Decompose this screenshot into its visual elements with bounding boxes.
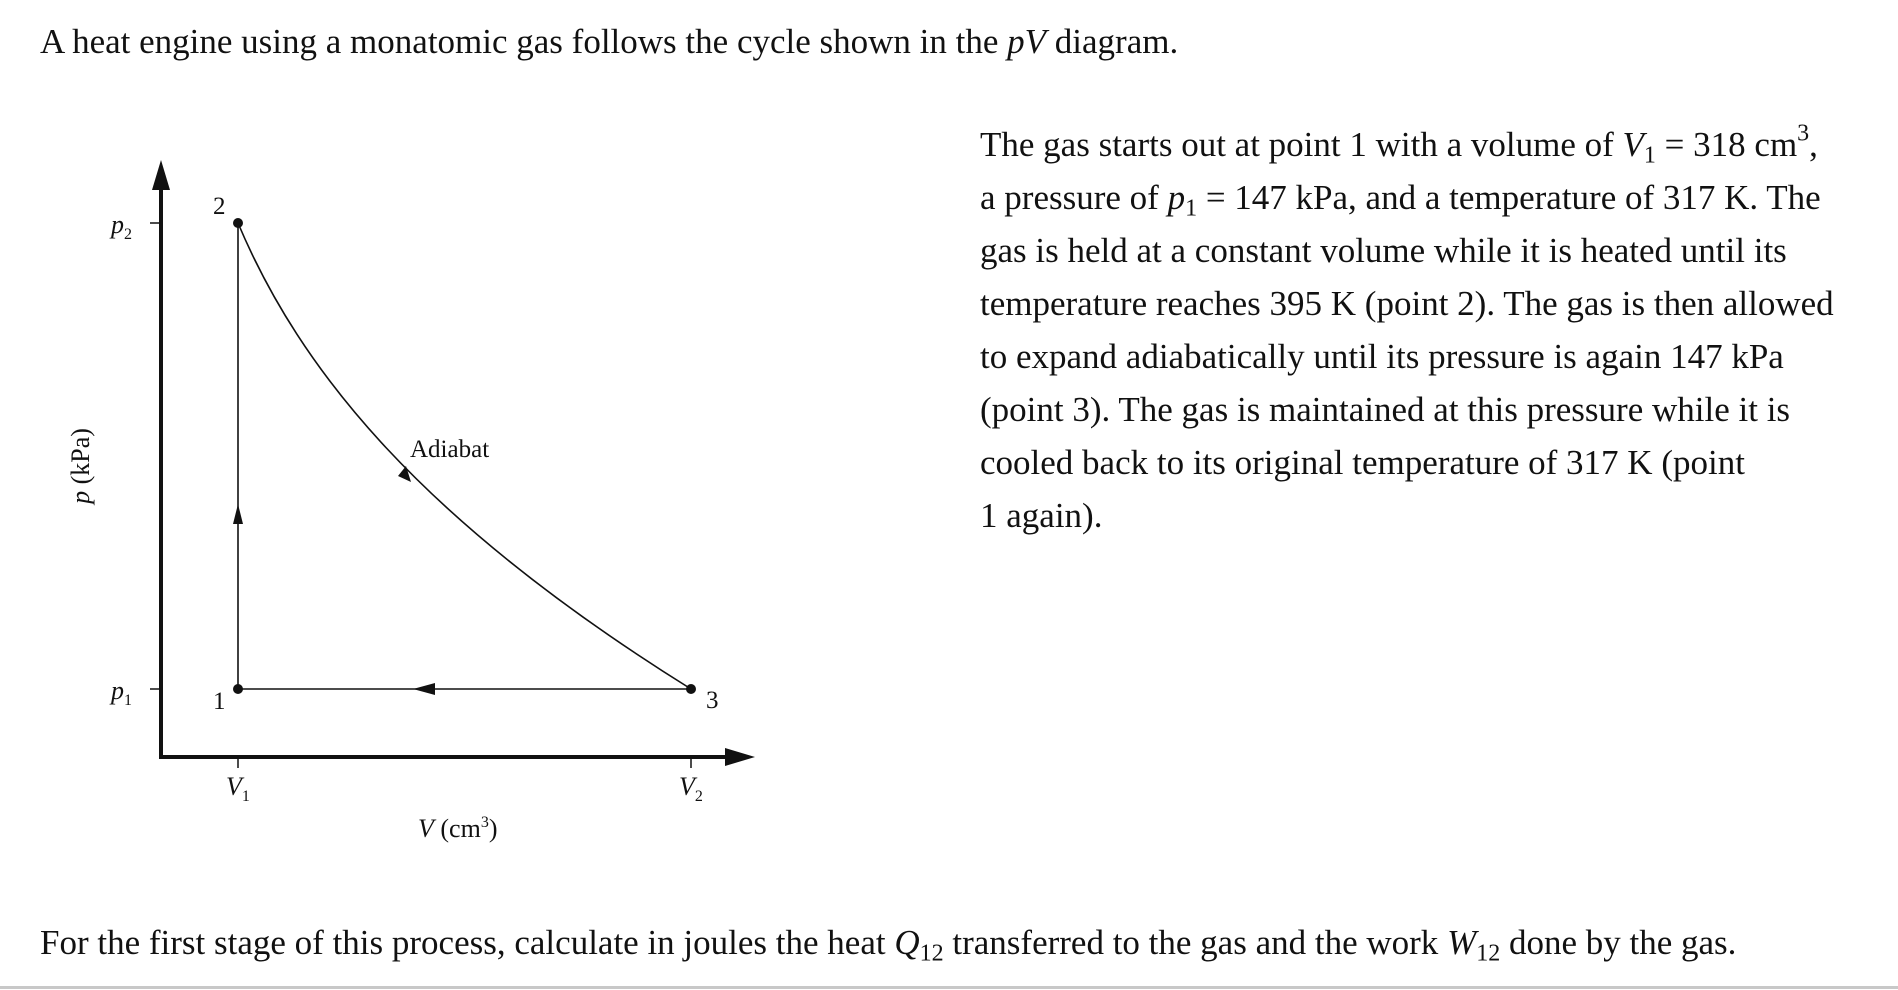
- desc-line-4: temperature reaches 395 K (point 2). The gas is then allowed: [980, 284, 1834, 323]
- point-3-label: 3: [706, 687, 719, 714]
- x-axis-arrowhead: [725, 748, 755, 766]
- point-1-dot: [233, 684, 243, 694]
- intro-text-part1: A heat engine using a monatomic gas follows the cycle shown in the: [40, 22, 1008, 61]
- arrow-up-1-2: [233, 504, 243, 524]
- y-axis-arrowhead: [152, 160, 170, 190]
- w-symbol: W: [1447, 923, 1477, 962]
- arrow-left-3-1: [413, 683, 435, 695]
- desc-line-5: to expand adiabatically until its pressure is again 147 kPa: [980, 337, 1784, 376]
- adiabat-label: Adiabat: [410, 436, 490, 463]
- p2-label: $p_2$: [111, 210, 132, 243]
- p1-label: $p_1$: [111, 676, 132, 709]
- q-symbol: Q: [894, 923, 920, 962]
- x-axis-title: V $(cm^3)$: [418, 814, 498, 843]
- question-text: For the first stage of this process, calculate in joules the heat $Q_{12}$ transferred to the gas and the work $W_{12}$ done by the gas.: [40, 923, 1737, 967]
- pv-italic: pV: [1007, 22, 1047, 61]
- bottom-divider: [0, 986, 1898, 989]
- desc-line-7: cooled back to its original temperature of 317 K (point: [980, 443, 1745, 482]
- pv-diagram: [0, 0, 780, 860]
- point-2-dot: [233, 218, 243, 228]
- desc-line-3: gas is held at a constant volume while it is heated until its: [980, 231, 1787, 270]
- problem-description: [980, 118, 1870, 542]
- desc-line-8: 1 again).: [980, 496, 1103, 535]
- intro-text-part2: diagram.: [1046, 22, 1179, 61]
- y-axis-title: p (kPa): [66, 428, 95, 504]
- arrow-adiabat: [398, 466, 411, 482]
- desc-line-2: a pressure of $p_1 = 147$ kPa, and a temperature of 317 K. The: [980, 178, 1821, 222]
- point-2-label: 2: [213, 193, 226, 220]
- desc-line-1: The gas starts out at point 1 with a volume of $V_1 = 318$ $cm^3$,: [980, 120, 1818, 169]
- v2-label: $V_2$: [679, 772, 703, 805]
- point-3-dot: [686, 684, 696, 694]
- v1-label: $V_1$: [226, 772, 250, 805]
- point-1-label: 1: [213, 688, 226, 715]
- desc-line-6: (point 3). The gas is maintained at this pressure while it is: [980, 390, 1791, 429]
